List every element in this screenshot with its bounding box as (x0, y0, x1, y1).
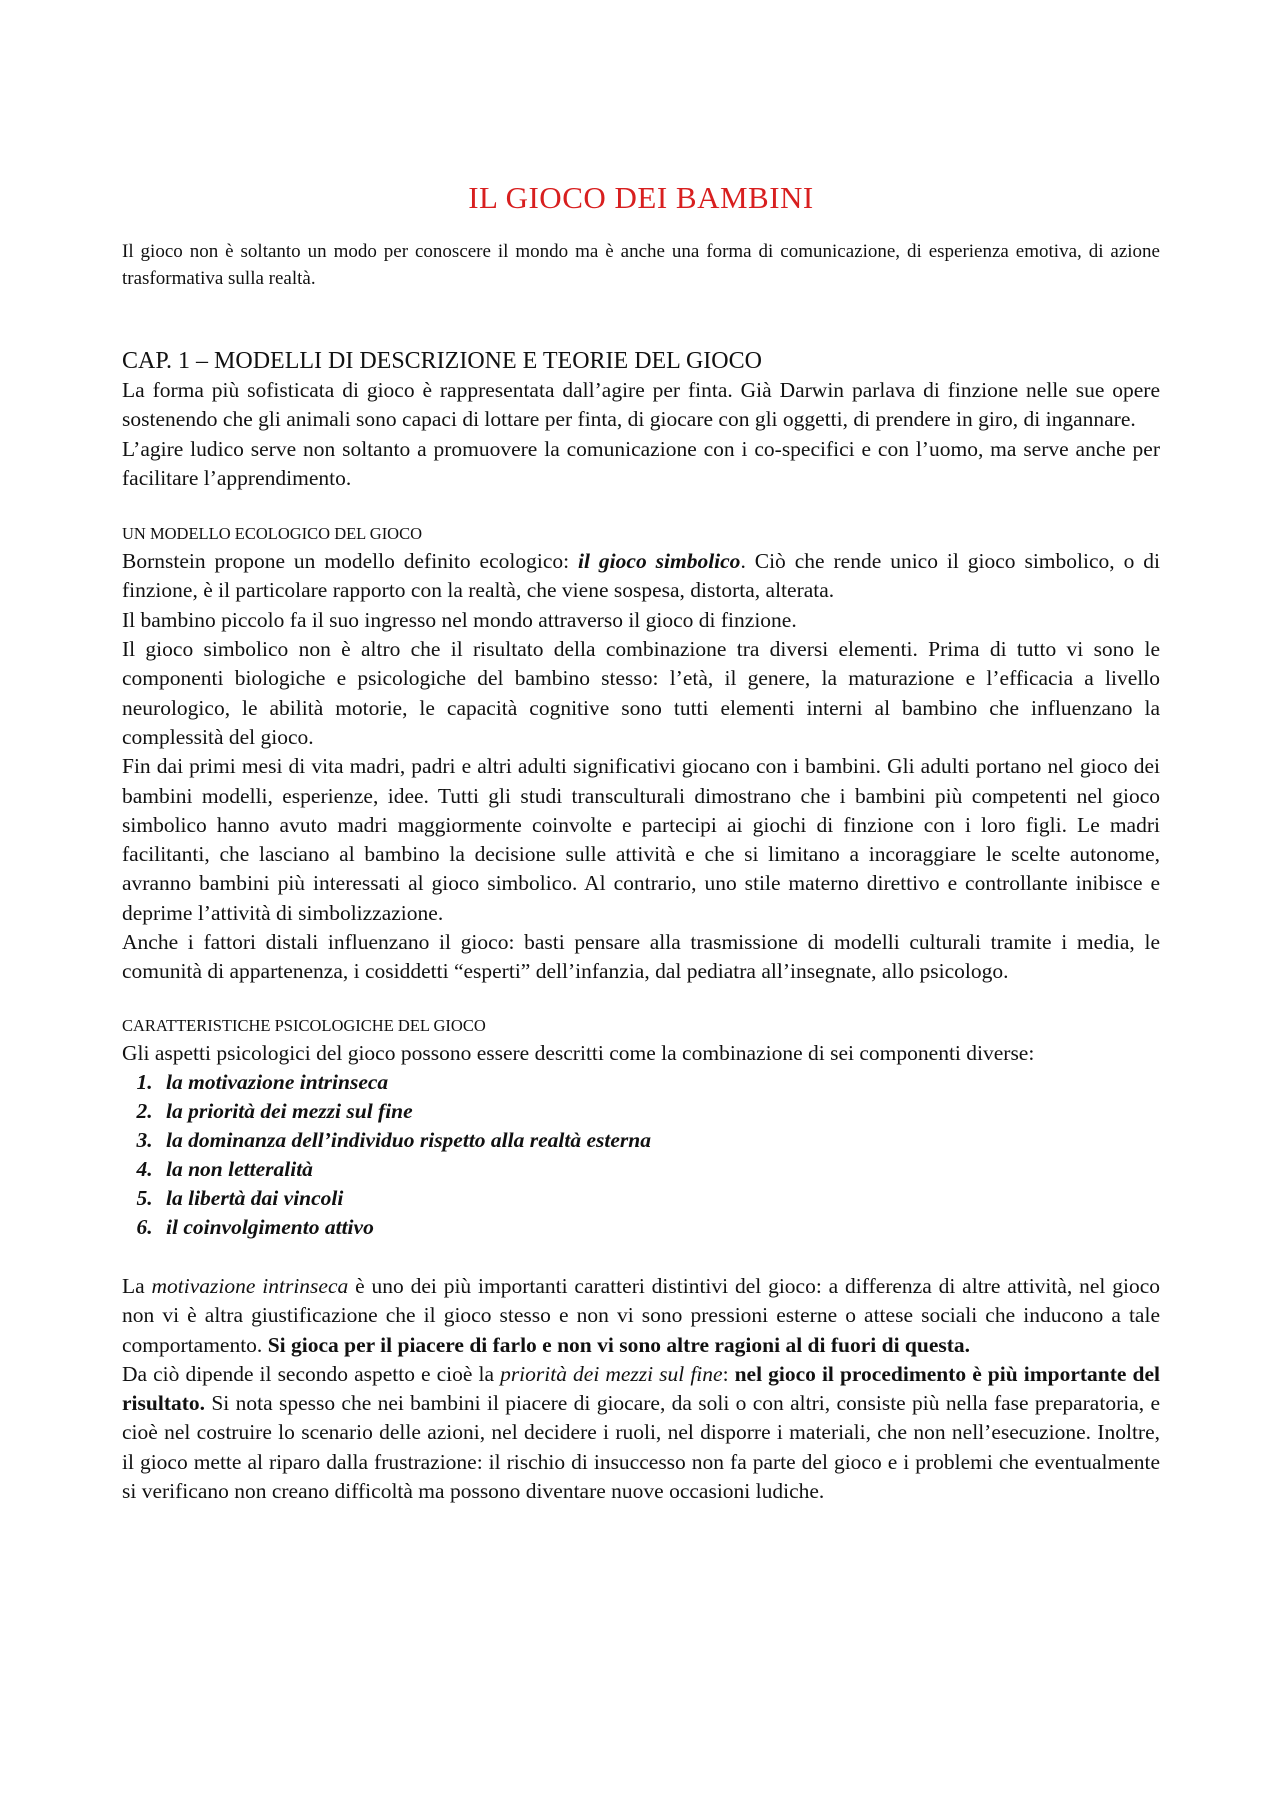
text-run: Da ciò dipende il secondo aspetto e cioè la (122, 1361, 501, 1386)
text-run: Bornstein propone un modello definito ecologico: (122, 549, 579, 574)
ecological-paragraph-2: Il bambino piccolo fa il suo ingresso nel mondo attraverso il gioco di finzione. (122, 607, 797, 632)
italic-term: motivazione intrinseca (151, 1273, 349, 1298)
text-run: La (122, 1273, 152, 1298)
text-run: : (722, 1361, 735, 1386)
components-list (122, 1068, 1160, 1242)
ecological-paragraph-5: Anche i fattori distali influenzano il gioco: basti pensare alla trasmissione di modelli culturali tramite i media, le comunità di appartenenza, i cosiddetti “esperti” dell’infanzia, dal pediatra all’insegnate, allo psicologo. (122, 930, 1160, 984)
list-item: 3. la dominanza dell’individuo rispetto alla realtà esterna (158, 1126, 1160, 1155)
chapter-paragraph-1: La forma più sofisticata di gioco è rappresentata dall’agire per finta. Già Darwin parlava di finzione nelle sue opere sostenendo che gli animali sono capaci di lottare per finta, di giocare con gli oggetti, di prendere in giro, di ingannare. (122, 378, 1160, 432)
list-item: 6. il coinvolgimento attivo (158, 1213, 1160, 1242)
chapter-heading: CAP. 1 – MODELLI DI DESCRIZIONE E TEORIE DEL GIOCO (122, 348, 762, 374)
text-run: . Ciò che rende unico il gioco simbolico, o di finzione, è il particolare rapporto con la realtà, che viene sospesa, distorta, alterata. (122, 549, 1160, 603)
section-heading-ecological: UN MODELLO ECOLOGICO DEL GIOCO (122, 524, 423, 544)
intro-paragraph: Il gioco non è soltanto un modo per conoscere il mondo ma è anche una forma di comunicazione, di esperienza emotiva, di azione trasformativa sulla realtà. (122, 241, 1160, 289)
psychological-paragraph-2 (122, 1272, 1160, 1360)
list-item: 2. la priorità dei mezzi sul fine (158, 1097, 1160, 1126)
text-run: Si nota spesso che nei bambini il piacere di giocare, da soli o con altri, consiste più nella fase preparatoria, e cioè nel costruire lo scenario delle azioni, nel decidere i ruoli, nel disporre i materiali, che non nell’esecuzione. Inoltre, il gioco mette al riparo dalla frustrazione: il rischio di insuccesso non fa parte del gioco e i problemi che eventualmente si verificano non creano difficoltà ma possono diventare nuove occasioni ludiche. (122, 1391, 1160, 1504)
list-item: 4. la non letteralità (158, 1155, 1160, 1184)
section-heading-psychological: CARATTERISTICHE PSICOLOGICHE DEL GIOCO (122, 1015, 486, 1035)
italic-term: priorità dei mezzi sul fine (500, 1361, 723, 1386)
bold-statement: Si gioca per il piacere di farlo e non vi sono altre ragioni al di fuori di questa. (267, 1332, 971, 1357)
psychological-paragraph-1: Gli aspetti psicologici del gioco possono essere descritti come la combinazione di sei componenti diverse: (122, 1040, 1035, 1065)
bold-statement: nel gioco il procedimento è più importante del risultato. (122, 1361, 1160, 1416)
ecological-paragraph-1 (122, 547, 1160, 606)
emphasis-text: il gioco simbolico (578, 549, 741, 574)
list-item: 5. la libertà dai vincoli (158, 1184, 1160, 1213)
ecological-paragraph-4: Fin dai primi mesi di vita madri, padri e altri adulti significativi giocano con i bambini. Gli adulti portano nel gioco dei bambini modelli, esperienze, idee. Tutti gli studi transculturali dimostrano che i bambini più competenti nel gioco simbolico hanno avuto madri maggiormente coinvolte e partecipi ai giochi di finzione con i loro figli. Le madri facilitanti, che lasciano al bambino la decisione sulle attività e che si limitano a incoraggiare le scelte autonome, avranno bambini più interessati al gioco simbolico. Al contrario, uno stile materno direttivo e controllante inibisce e deprime l’attività di simbolizzazione. (122, 754, 1160, 925)
psychological-paragraph-3 (122, 1360, 1160, 1506)
ecological-paragraph-3: Il gioco simbolico non è altro che il risultato della combinazione tra diversi elementi. Prima di tutto vi sono le componenti biologiche e psicologiche del bambino stesso: l’età, il genere, la maturazione e l’efficacia a livello neurologico, le abilità motorie, le capacità cognitive sono tutti elementi interni al bambino che influenzano la complessità del gioco. (122, 637, 1160, 749)
chapter-paragraph-2: L’agire ludico serve non soltanto a promuovere la comunicazione con i co-specifici e con l’uomo, ma serve anche per facilitare l’apprendimento. (122, 436, 1160, 490)
list-item: 1. la motivazione intrinseca (158, 1068, 1160, 1097)
text-run: è uno dei più importanti caratteri distintivi del gioco: a differenza di altre attività, nel gioco non vi è altra giustificazione che il gioco stesso e non vi sono pressioni esterne o attese sociali che inducono a tale comportamento. (122, 1273, 1161, 1357)
document-title: IL GIOCO DEI BAMBINI (468, 180, 814, 215)
spacer (122, 1242, 1160, 1272)
